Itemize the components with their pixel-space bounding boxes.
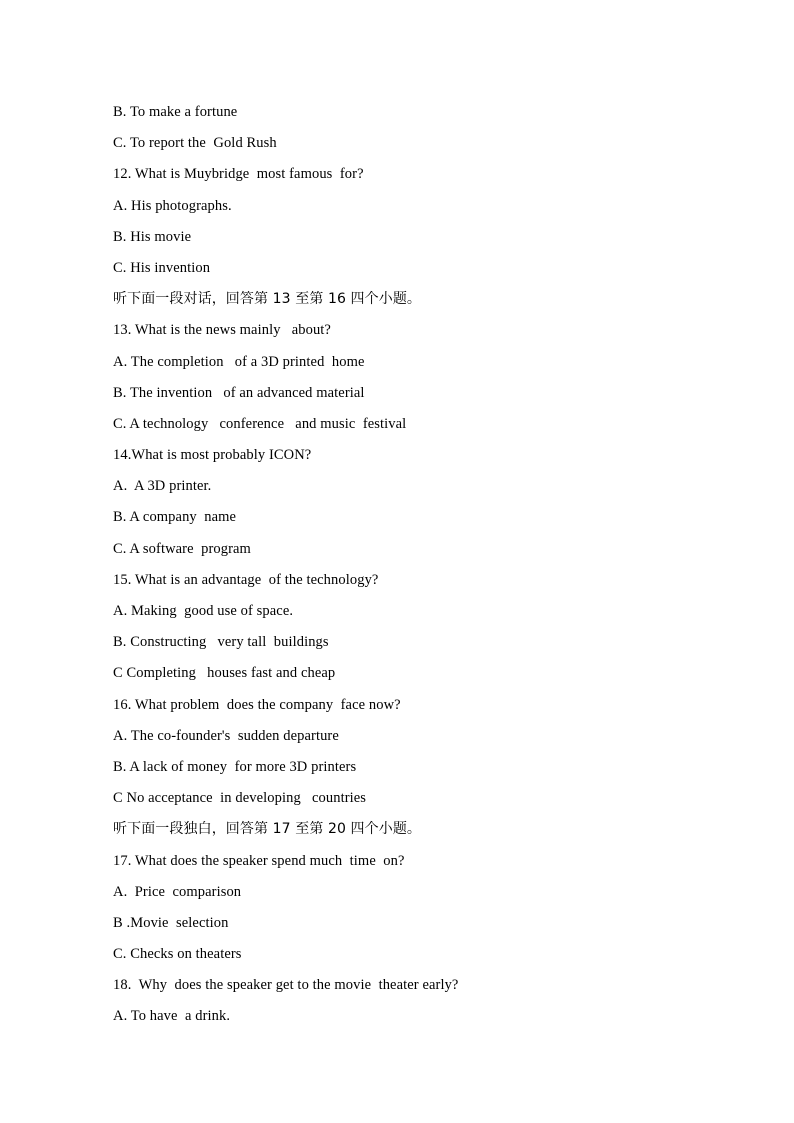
option-18a: A. To have a drink. [113, 1008, 231, 1025]
option-17a: A. Price comparison [113, 883, 242, 900]
section-instruction-17-20: 听下面一段独白，回答第 17 至第 20 四个小题。 [113, 821, 422, 838]
option-15b: B. Constructing very tall buildings [113, 634, 329, 651]
option-16a: A. The co-founder's sudden departure [113, 727, 339, 744]
question-16: 16. What problem does the company face now? [113, 696, 401, 713]
question-13: 13. What is the news mainly about? [113, 322, 331, 339]
option-14c: C. A software program [113, 540, 251, 557]
option-17b: B .Movie selection [113, 914, 229, 931]
question-list [113, 101, 753, 1037]
option-14b: B. A company name [113, 509, 237, 526]
question-17: 17. What does the speaker spend much time on? [113, 852, 405, 869]
question-12: 12. What is Muybridge most famous for? [113, 166, 364, 183]
option-13b: B. The invention of an advanced material [113, 384, 365, 401]
option-12b: B. His movie [113, 228, 192, 245]
option-11b: B. To make a fortune [113, 104, 238, 120]
option-15c: C Completing houses fast and cheap [113, 665, 336, 682]
option-16b: B. A lack of money for more 3D printers [113, 758, 357, 775]
option-14a: A. A 3D printer. [113, 478, 212, 495]
section-instruction-13-16: 听下面一段对话，回答第 13 至第 16 四个小题。 [113, 291, 422, 308]
option-16c: C No acceptance in developing countries [113, 790, 367, 807]
question-15: 15. What is an advantage of the technology? [113, 571, 379, 588]
option-13a: A. The completion of a 3D printed home [113, 353, 365, 370]
option-11c: C. To report the Gold Rush [113, 135, 277, 152]
option-17c: C. Checks on theaters [113, 946, 242, 963]
question-18: 18. Why does the speaker get to the movie theater early? [113, 977, 459, 994]
option-12c: C. His invention [113, 259, 211, 276]
option-13c: C. A technology conference and music festival [113, 415, 407, 432]
option-12a: A. His photographs. [113, 197, 232, 214]
question-14: 14.What is most probably ICON? [113, 447, 312, 464]
option-15a: A. Making good use of space. [113, 603, 294, 619]
